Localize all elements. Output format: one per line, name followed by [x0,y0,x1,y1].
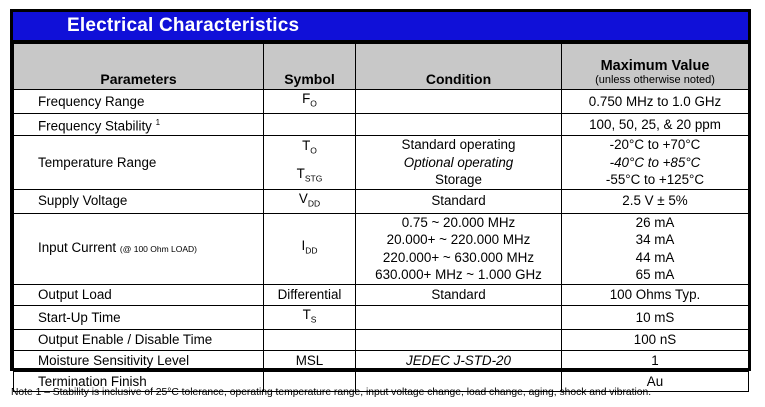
value-temperature-range [562,136,749,190]
header-symbol: Symbol [264,44,356,90]
symbol-subscript: S [310,314,317,325]
table-header-row [14,44,749,90]
condition-line: 0.75 ~ 20.000 MHz [401,214,516,230]
value-frequency-range: 0.750 MHz to 1.0 GHz [562,90,749,114]
symbol-frequency-stability [264,114,356,136]
table-row [14,350,749,371]
header-parameters: Parameters [14,44,264,90]
symbol-text: T [302,137,311,153]
condition-output-load: Standard [356,284,562,305]
condition-frequency-stability [356,114,562,136]
electrical-characteristics-table-frame [10,9,751,389]
value-output-enable-time: 100 nS [562,329,749,350]
symbol-text: I [301,238,306,254]
symbol-supply-voltage [264,189,356,213]
value-line: -20°C to +70°C [609,137,701,153]
symbol-text: V [298,190,308,206]
header-max-value [562,44,749,90]
table-title-bar [13,12,748,43]
param-text: Frequency Stability [38,118,152,134]
table-row [14,305,749,329]
value-frequency-stability: 100, 50, 25, & 20 ppm [562,114,749,136]
value-line: 26 mA [635,214,675,230]
symbol-input-current [264,213,356,284]
param-frequency-range: Frequency Range [14,90,264,114]
symbol-text: T [302,306,311,322]
condition-moisture-sensitivity: JEDEC J-STD-20 [356,350,562,371]
value-line: 34 mA [635,232,675,248]
header-max-value-label: Maximum Value [600,58,710,74]
table-row [14,329,749,350]
condition-line: Storage [435,172,482,188]
table-row [14,136,749,190]
symbol-startup-time [264,305,356,329]
condition-line: Standard operating [401,137,516,153]
header-max-value-sub: (unless otherwise noted) [595,74,715,86]
table-row [14,90,749,114]
param-note: (@ 100 Ohm LOAD) [119,244,198,255]
condition-line: Optional operating [403,154,514,170]
table-row [14,284,749,305]
footnote-marker: 1 [155,118,161,128]
condition-line: 220.000+ ~ 630.000 MHz [382,249,535,265]
table-row [14,213,749,284]
header-condition: Condition [356,44,562,90]
symbol-frequency-range [264,90,356,114]
param-text: Input Current [38,240,117,256]
param-output-load: Output Load [14,284,264,305]
value-input-current [562,213,749,284]
value-output-load: 100 Ohms Typ. [562,284,749,305]
condition-temperature-range [356,136,562,190]
symbol-subscript: DD [307,198,321,209]
symbol-subscript: DD [305,245,318,256]
symbol-output-load: Differential [264,284,356,305]
symbol-temp-operating [264,137,355,160]
param-supply-voltage: Supply Voltage [14,189,264,213]
value-line: -55°C to +125°C [605,172,705,188]
footnote: Note 1 – Stability is inclusive of 25°C tolerance, operating temperature range, input voltage change, load change, aging, shock and vibration. [11,387,652,398]
condition-line: 20.000+ ~ 220.000 MHz [386,232,531,248]
table-title: Electrical Characteristics [67,15,300,36]
symbol-temperature-range [264,136,356,190]
param-startup-time: Start-Up Time [14,305,264,329]
param-output-enable-time: Output Enable / Disable Time [14,329,264,350]
symbol-subscript: O [310,98,317,109]
param-termination-finish: Termination Finish [14,371,264,391]
condition-line: 630.000+ MHz ~ 1.000 GHz [375,267,542,283]
value-line: -40°C to +85°C [609,154,701,170]
symbol-temp-storage [264,165,355,188]
param-temperature-range: Temperature Range [14,136,264,190]
condition-startup-time [356,305,562,329]
condition-output-enable-time [356,329,562,350]
symbol-subscript: O [310,145,317,156]
param-input-current [14,213,264,284]
value-moisture-sensitivity: 1 [562,350,749,371]
value-supply-voltage: 2.5 V ± 5% [562,189,749,213]
param-moisture-sensitivity: Moisture Sensitivity Level [14,350,264,371]
condition-supply-voltage: Standard [356,189,562,213]
value-termination-finish: Au [562,371,749,391]
symbol-text: F [302,91,311,106]
table-row [14,114,749,136]
value-line: 44 mA [635,249,675,265]
spec-table [13,43,749,392]
value-line: 65 mA [635,267,675,283]
symbol-moisture-sensitivity: MSL [264,350,356,371]
table-row [14,189,749,213]
condition-input-current [356,213,562,284]
value-startup-time: 10 mS [562,305,749,329]
symbol-subscript: STG [304,173,323,184]
condition-frequency-range [356,90,562,114]
symbol-text: T [296,165,305,181]
param-frequency-stability [14,114,264,136]
symbol-output-enable-time [264,329,356,350]
